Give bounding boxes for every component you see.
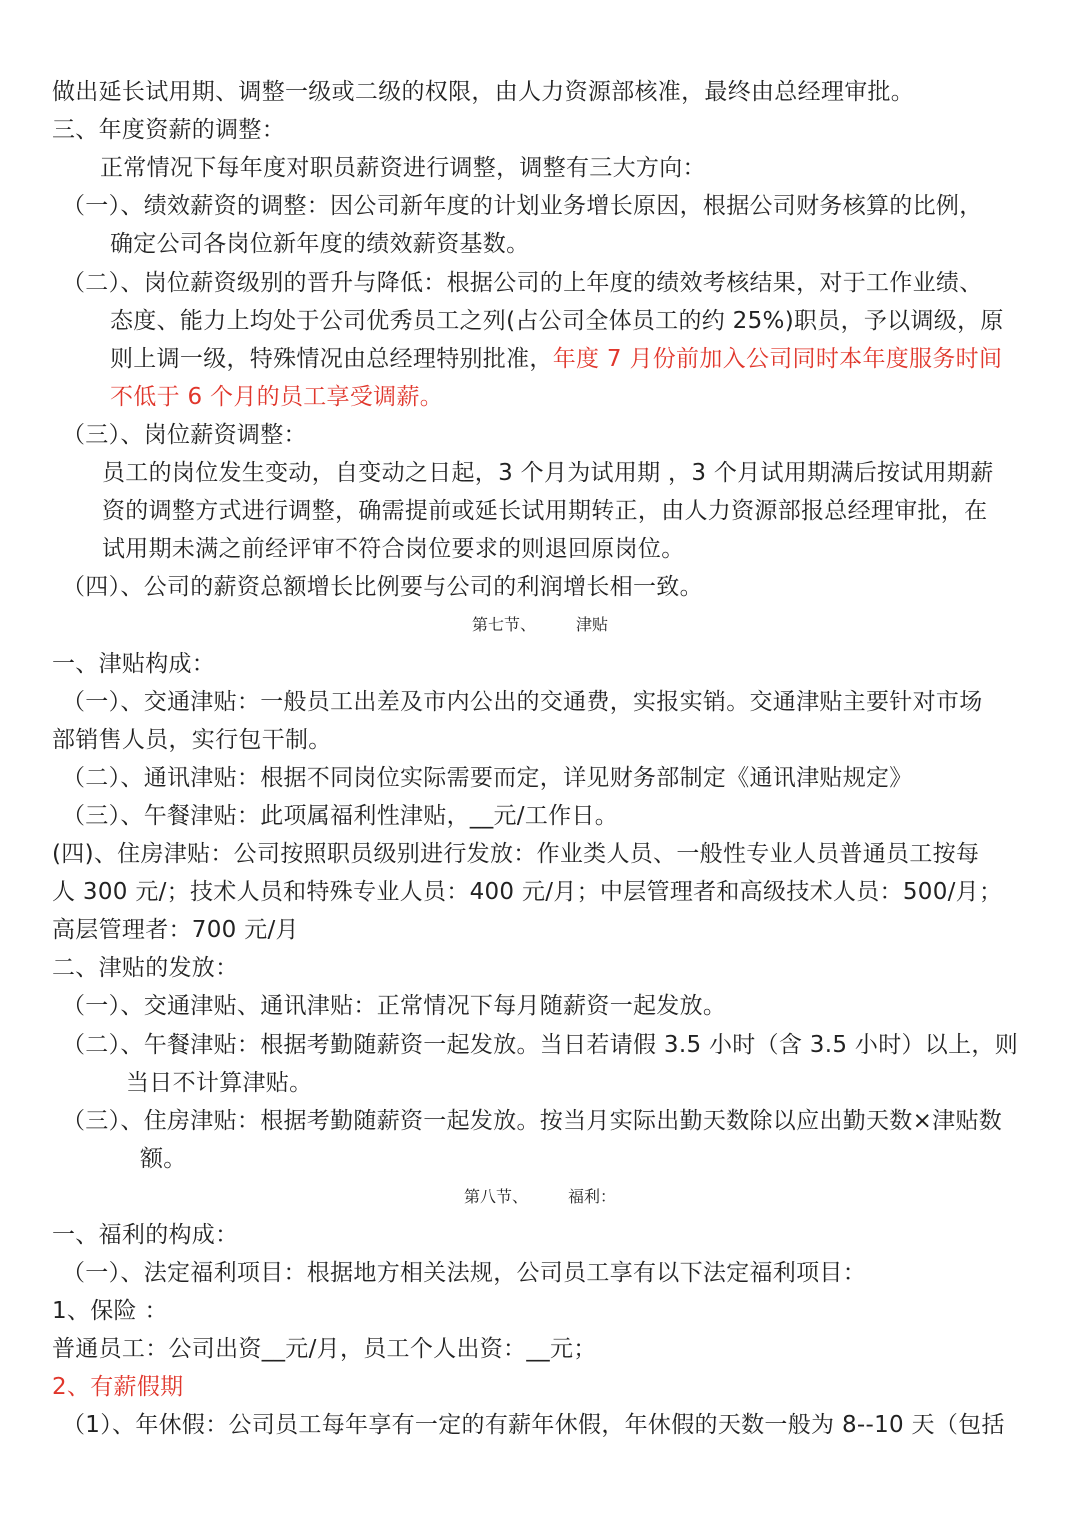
list-item: 1、保险 ： xyxy=(52,1298,168,1324)
list-item: （一）、法定福利项目：根据地方相关法规，公司员工享有以下法定福利项目： xyxy=(62,1260,866,1286)
section-title: 第七节、 津贴 xyxy=(471,615,608,634)
paragraph-line: 人 300 元/；技术人员和特殊专业人员：400 元/月；中层管理者和高级技术人员：500/月； xyxy=(52,879,1003,905)
list-item: （三）、住房津贴：根据考勤随薪资一起发放。按当月实际出勤天数除以应出勤天数×津贴数 xyxy=(62,1108,1003,1134)
list-item: （一）、交通津贴、通讯津贴：正常情况下每月随薪资一起发放。 xyxy=(62,993,727,1019)
paragraph-line: 当日不计算津贴。 xyxy=(126,1070,313,1096)
paragraph-line: 试用期未满之前经评审不符合岗位要求的则退回原岗位。 xyxy=(102,536,685,562)
section-heading: 一、津贴构成： xyxy=(52,651,216,677)
highlighted-text: 年度 7 月份前加入公司同时本年度服务时间 xyxy=(552,346,1003,372)
section-heading: 三、年度资薪的调整： xyxy=(52,117,285,143)
list-item: (四)、住房津贴：公司按照职员级别进行发放：作业类人员、一般性专业人员普通员工按每 xyxy=(52,841,980,867)
paragraph-line: 做出延长试用期、调整一级或二级的权限，由人力资源部核准，最终由总经理审批。 xyxy=(52,79,915,105)
list-item: （一）、交通津贴：一般员工出差及市内公出的交通费，实报实销。交通津贴主要针对市场 xyxy=(62,689,983,715)
paragraph-line: 员工的岗位发生变动，自变动之日起，3 个月为试用期 ，3 个月试用期满后按试用期薪 xyxy=(102,460,994,486)
list-item: （三）、午餐津贴：此项属福利性津贴，__元/工作日。 xyxy=(62,803,619,829)
section-heading: 一、福利的构成： xyxy=(52,1222,239,1248)
paragraph-line: 态度、能力上均处于公司优秀员工之列(占公司全体员工的约 25%)职员，予以调级，原 xyxy=(110,308,1004,334)
list-item: （四）、公司的薪资总额增长比例要与公司的利润增长相一致。 xyxy=(62,574,703,600)
paragraph-line: 普通员工：公司出资__元/月，员工个人出资：__元； xyxy=(52,1336,597,1362)
paragraph-line: 高层管理者：700 元/月 xyxy=(52,917,299,943)
paragraph-line: 额。 xyxy=(140,1146,187,1172)
highlighted-text: 不低于 6 个月的员工享受调薪。 xyxy=(110,384,444,410)
section-title: 第八节、 福利： xyxy=(463,1187,616,1206)
list-item: （一）、绩效薪资的调整：因公司新年度的计划业务增长原因，根据公司财务核算的比例， xyxy=(62,193,983,219)
paragraph-line: 部销售人员，实行包干制。 xyxy=(52,727,332,753)
list-item: （二）、午餐津贴：根据考勤随薪资一起发放。当日若请假 3.5 小时（含 3.5 小时）以上，则 xyxy=(62,1032,1018,1058)
paragraph-text: 则上调一级，特殊情况由总经理特别批准， xyxy=(110,346,553,372)
list-item: （二）、通讯津贴：根据不同岗位实际需要而定，详见财务部制定《通讯津贴规定》 xyxy=(62,765,913,791)
list-item: （二）、岗位薪资级别的晋升与降低：根据公司的上年度的绩效考核结果，对于工作业绩、 xyxy=(62,270,983,296)
paragraph-line: 正常情况下每年度对职员薪资进行调整，调整有三大方向： xyxy=(100,155,706,181)
highlighted-heading: 2、有薪假期 xyxy=(52,1374,184,1400)
list-item: （1）、年休假：公司员工每年享有一定的有薪年休假，年休假的天数一般为 8--10 天（包括 xyxy=(62,1412,1005,1438)
paragraph-line: 确定公司各岗位新年度的绩效薪资基数。 xyxy=(110,231,530,257)
paragraph-line xyxy=(110,340,1002,378)
section-heading: 二、津贴的发放： xyxy=(52,955,239,981)
paragraph-line: 资的调整方式进行调整，确需提前或延长试用期转正，由人力资源部报总经理审批，在 xyxy=(102,498,988,524)
list-item: （三）、岗位薪资调整： xyxy=(62,422,307,448)
